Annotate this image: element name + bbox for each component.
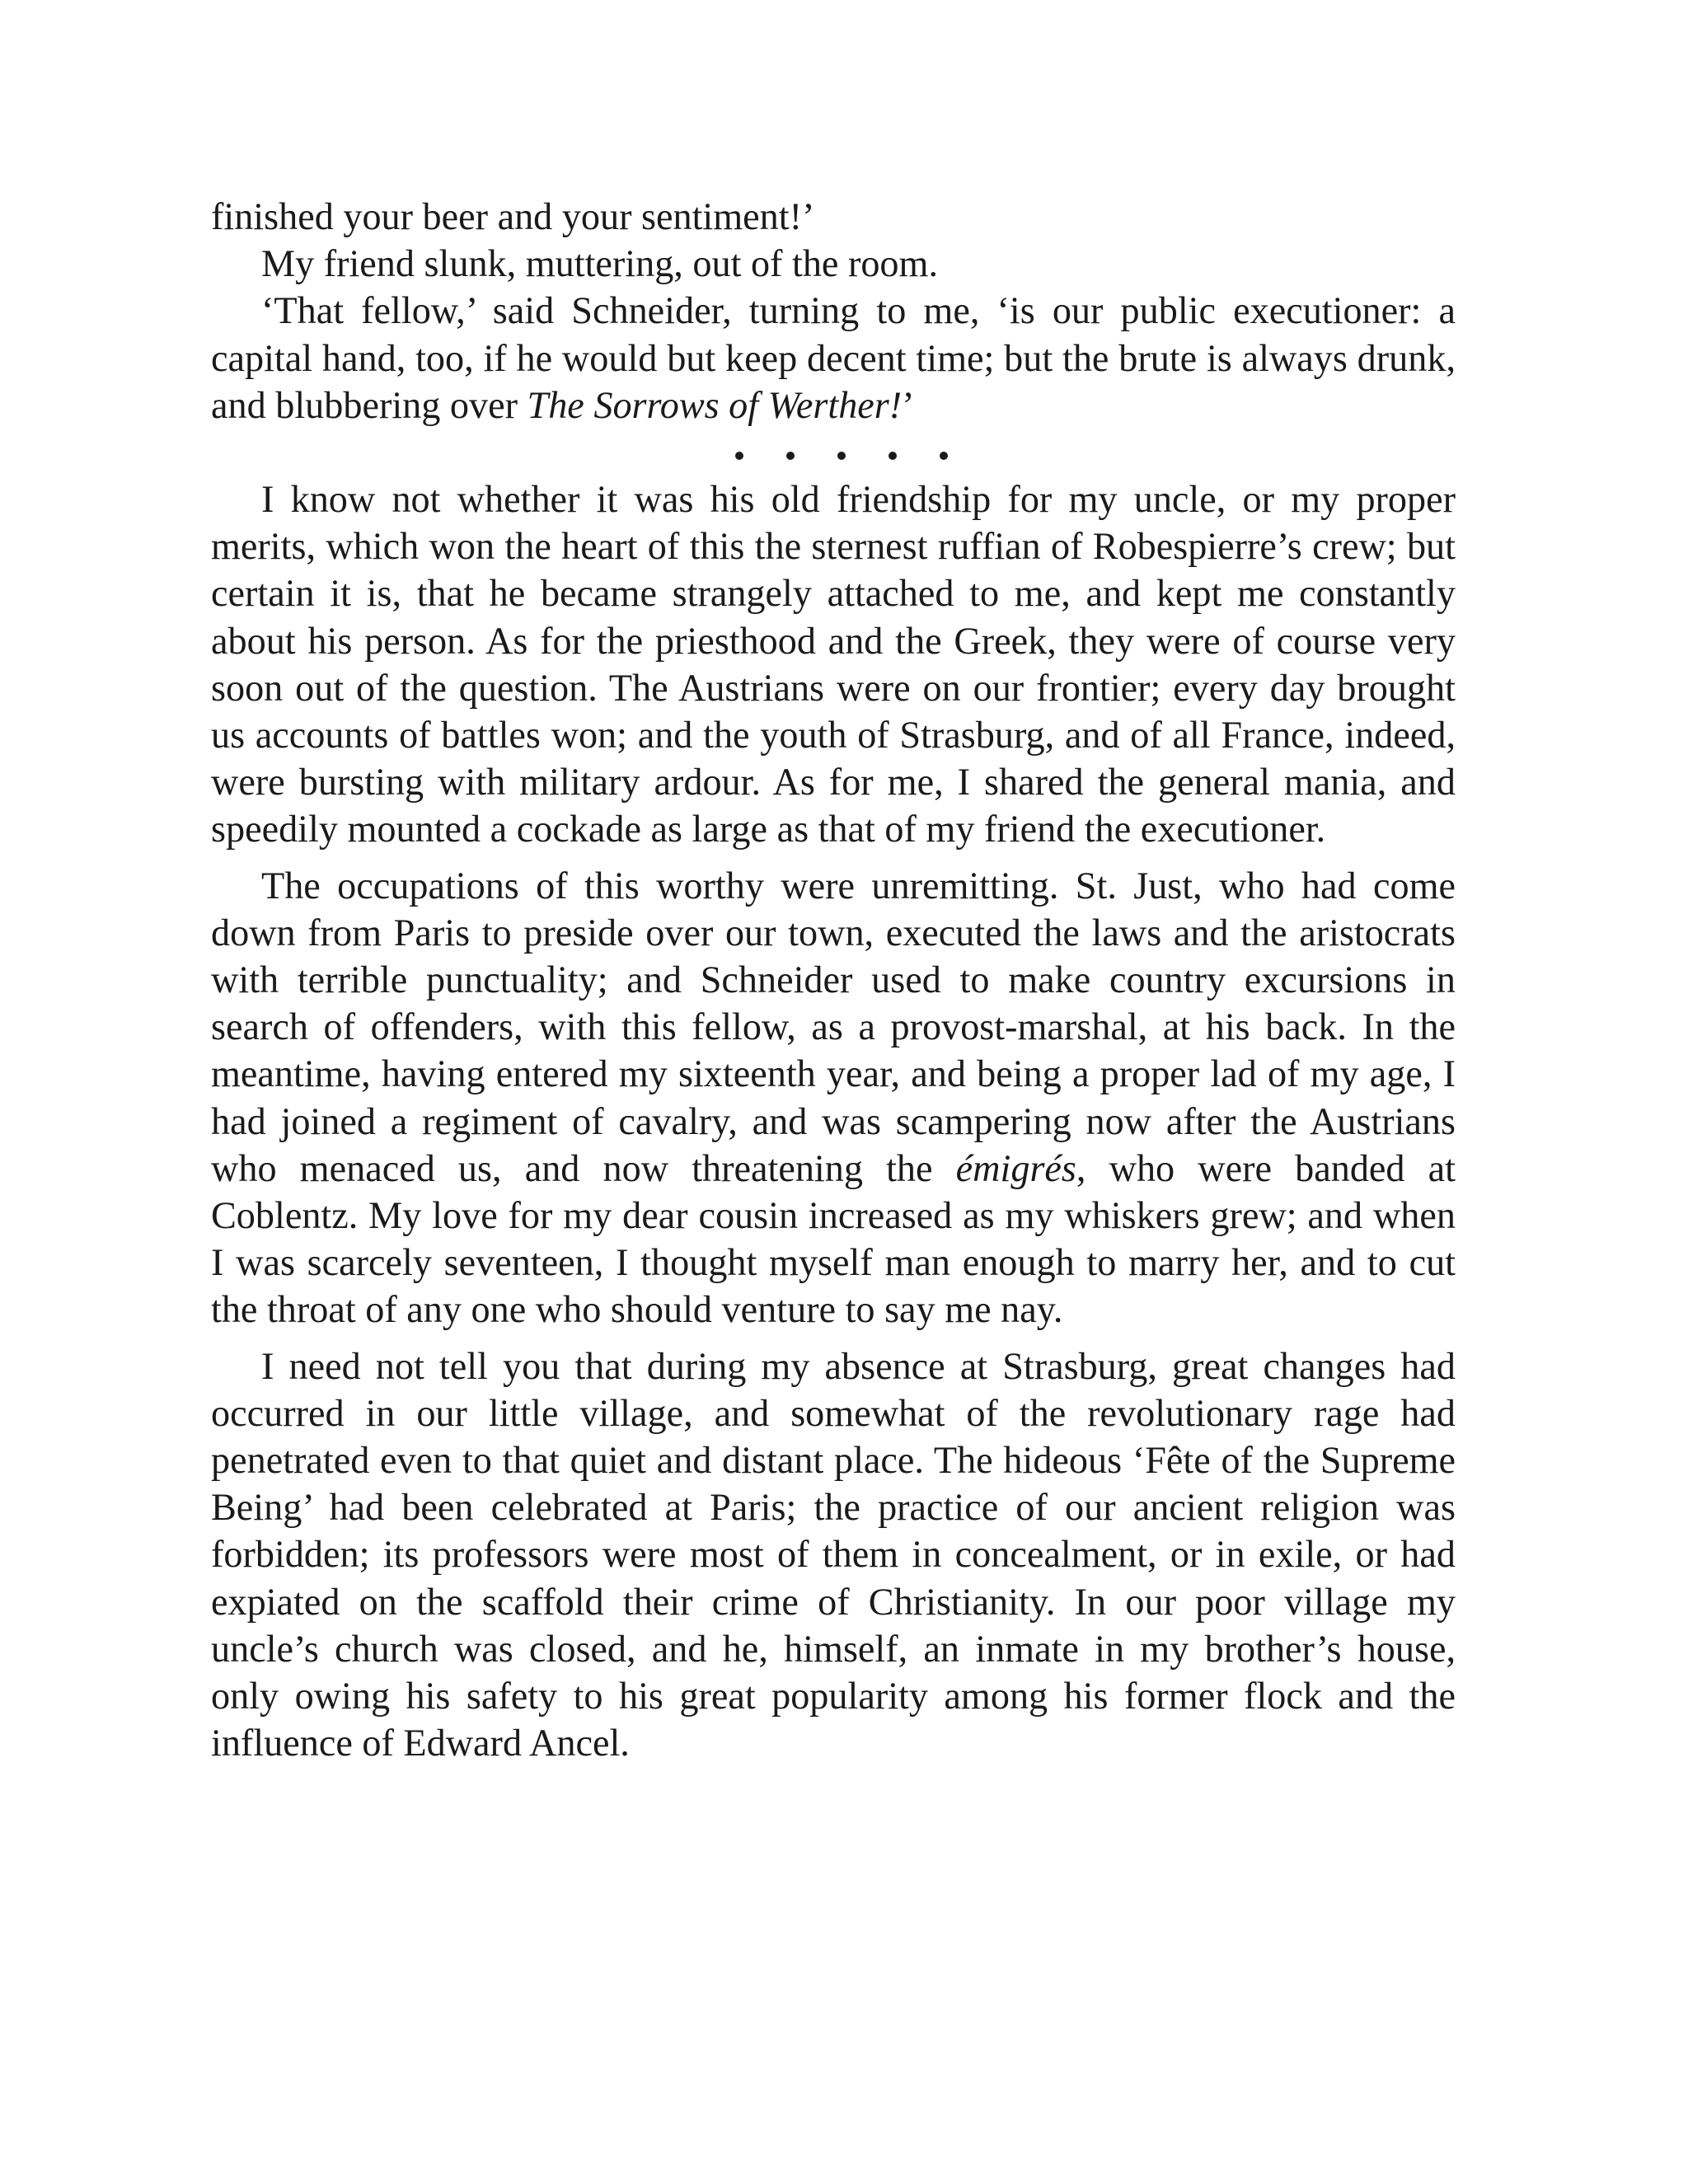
paragraph-old-friendship: I know not whether it was his old friendship for my uncle, or my proper merits, which won the heart of this the sternest ruffian of Robespierre’s crew; but certain it is, that he became strangely attached to me, and kept me constantly about his person. As for the priesthood and the Greek, they were of course very soon out of the question. The Austrians were on our frontier; every day brought us accounts of battles won; and the youth of Strasburg, and of all France, indeed, were bursting with military ardour. As for me, I shared the general mania, and speedily mounted a cockade as large as that of my friend the executioner.	[211, 478, 1456, 851]
paragraph-text: ’	[902, 383, 915, 426]
section-break-dots	[211, 429, 1456, 476]
emigres-italic: émigrés	[955, 1146, 1076, 1189]
dot-icon	[786, 452, 795, 460]
page-body	[211, 193, 1456, 1767]
paragraph-continuation: finished your beer and your sentiment!’	[211, 195, 815, 237]
dot-icon	[889, 452, 897, 460]
paragraph-text: , who were banded at Coblentz. My love for my dear cousin increased as my whiskers grew; and when I was scarcely seventeen, I thought myself man enough to marry her, and to cut the throat of any one who should venture to say me nay.	[211, 1146, 1456, 1331]
paragraph-need-not-tell: I need not tell you that during my absence at Strasburg, great changes had occurred in our little village, and somewhat of the revolutionary rage had penetrated even to that quiet and distant place. The hideous ‘Fête of the Supreme Being’ had been celebrated at Paris; the practice of our ancient religion was forbidden; its professors were most of them in concealment, or in exile, or had expiated on the scaffold their crime of Christianity. In our poor village my uncle’s church was closed, and he, himself, an inmate in my brother’s house, only owing his safety to his great popularity among his former flock and the influence of Edward Ancel.	[211, 1344, 1456, 1765]
dot-icon	[837, 452, 846, 460]
dot-icon	[735, 452, 743, 460]
paragraph-that-fellow	[211, 287, 1456, 429]
paragraph-text: The occupations of this worthy were unremitting. St. Just, who had come down from Paris to preside over our town, executed the laws and the aristocrats with terrible punctuality; and Schneider used to make country excursions in search of offenders, with this fellow, as a provost-marshal, at his back. In the meantime, having entered my sixteenth year, and being a proper lad of my age, I had joined a regiment of cavalry, and was scampering now after the Austrians who menaced us, and now threatening the	[211, 864, 1456, 1189]
dot-icon	[940, 452, 948, 460]
paragraph-text: ‘That fellow,’ said Schneider, turning to me, ‘is our public executioner: a capital hand, too, if he would but keep decent time; but the brute is always drunk, and blubbering over	[211, 289, 1456, 426]
paragraph-friend-slunk: My friend slunk, muttering, out of the room.	[261, 242, 939, 285]
paragraph-occupations	[211, 862, 1456, 1333]
book-title-italic: The Sorrows of Werther!	[527, 383, 903, 426]
